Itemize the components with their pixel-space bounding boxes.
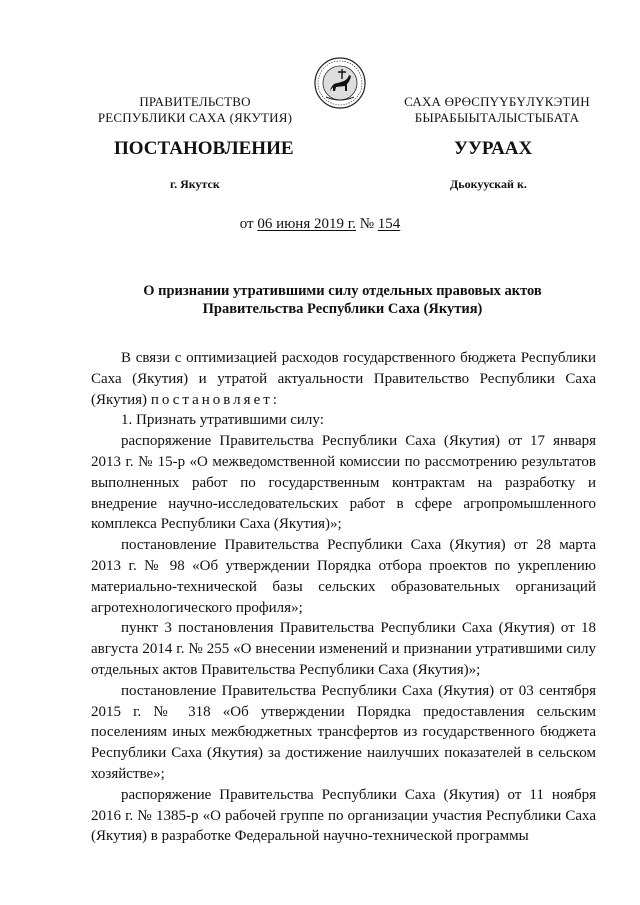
document-title-line2: Правительства Республики Саха (Якутия) [202, 301, 483, 317]
intro-verb: постановляет: [150, 391, 280, 408]
decree-number-prefix: № [359, 216, 375, 232]
decree-number: 154 [377, 216, 401, 232]
act-paragraph: постановление Правительства Республики Саха (Якутия) от 28 марта 2013 г. № 98 «Об утверждении Порядка отбора проектов по укреплению материально-технической базы сельских образовательных организаций агротехнологического профиля»; [91, 537, 596, 616]
header-left-line2: РЕСПУБЛИКИ САХА (ЯКУТИЯ) [97, 110, 293, 125]
coat-of-arms-icon [314, 57, 366, 109]
act-paragraph: распоряжение Правительства Республики Саха (Якутия) от 17 января 2013 г. № 15-р «О межведомственной комиссии по рассмотрению результатов выполненных работ по государственным контрактам на разработку и внедрение научно-исследовательских работ в сфере агропромышленного комплекса Республики Саха (Якутия)»; [91, 433, 596, 533]
city-russian: г. Якутск [170, 177, 220, 191]
item-1: 1. Признать утратившими силу: [121, 412, 324, 429]
act-paragraph: пункт 3 постановления Правительства Республики Саха (Якутия) от 18 августа 2014 г. № 255 «О внесении изменений и признании утратившими силу отдельных актов Правительства Республики Саха (Якутия)»; [91, 620, 596, 678]
decree-date-number [0, 216, 640, 233]
header-right-line1: САХА ӨРӨСПҮҮБҮЛҮКЭТИН [404, 94, 590, 109]
intro-text: В связи с оптимизацией расходов государственного бюджета Республики Саха (Якутия) и утратой актуальности Правительство Республики Саха (Якутия) [91, 350, 596, 408]
header-left-line1: ПРАВИТЕЛЬСТВО [139, 94, 251, 109]
header-right-line2: БЫРАБЫЫТАЛЫСТЫБАТА [414, 110, 580, 125]
intro-paragraph [91, 348, 596, 410]
document-type-yakut: УУРААХ [454, 138, 533, 159]
city-yakut: Дьокуускай к. [450, 177, 527, 191]
government-name-yakut [382, 94, 612, 126]
document-body [91, 348, 596, 847]
act-paragraph: распоряжение Правительства Республики Саха (Якутия) от 11 ноября 2016 г. № 1385-р «О рабочей группе по организации участия Республики Саха (Якутия) в разработке Федеральной научно-технической программы [91, 786, 596, 845]
document-title-line1: О признании утратившими силу отдельных правовых актов [143, 283, 542, 299]
decree-prefix: от [239, 216, 254, 232]
act-paragraph: постановление Правительства Республики Саха (Якутия) от 03 сентября 2015 г. № 318 «Об утверждении Порядка предоставления сельским поселениям иных межбюджетных трансфертов из государственного бюджета Республики Саха (Якутия) за достижение наилучших показателей в сельском хозяйстве»; [91, 682, 596, 782]
decree-date: 06 июня 2019 г. [257, 216, 356, 232]
government-name-russian [80, 94, 310, 126]
document-type-russian: ПОСТАНОВЛЕНИЕ [114, 138, 294, 159]
document-title [90, 282, 595, 318]
